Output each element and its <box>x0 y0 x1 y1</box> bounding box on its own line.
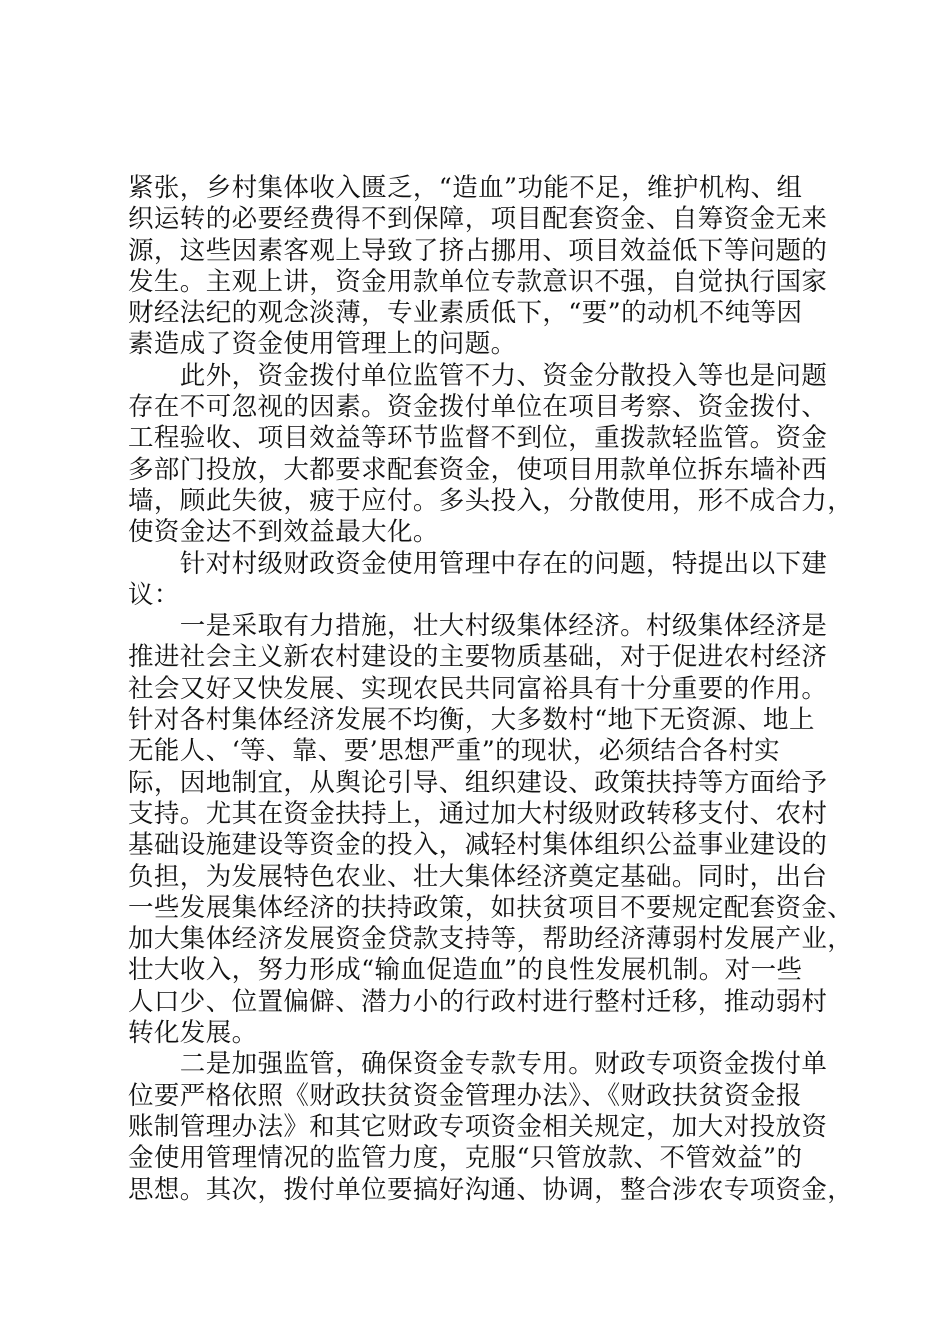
text-line: 人口少、位置偏僻、潜力小的行政村进行整村迁移，推动弱村 <box>128 986 828 1017</box>
text-line: 源，这些因素客观上导致了挤占挪用、项目效益低下等问题的 <box>128 235 828 266</box>
text-line: 无能人、‘等、靠、要’思想严重”的现状，必须结合各村实 <box>128 736 781 767</box>
text-line: 素造成了资金使用管理上的问题。 <box>128 329 517 360</box>
text-line: 针对村级财政资金使用管理中存在的问题，特提出以下建 <box>128 548 828 579</box>
text-line: 推进社会主义新农村建设的主要物质基础，对于促进农村经济 <box>128 642 828 673</box>
text-line: 二是加强监管，确保资金专款专用。财政专项资金拨付单 <box>128 1049 828 1080</box>
text-line: 支持。尤其在资金扶持上，通过加大村级财政转移支付、农村 <box>128 798 828 829</box>
text-line: 位要严格依照《财政扶贫资金管理办法》、《财政扶贫资金报 <box>128 1080 802 1111</box>
text-line: 针对各村集体经济发展不均衡，大多数村“地下无资源、地上 <box>128 705 815 736</box>
text-line: 转化发展。 <box>128 1018 258 1049</box>
text-line: 紧张，乡村集体收入匮乏，“造血”功能不足，维护机构、组 <box>128 173 803 203</box>
text-line: 思想。其次，拨付单位要搞好沟通、协调，整合涉农专项资金， <box>128 1174 854 1205</box>
text-line: 际，因地制宜，从舆论引导、组织建设、政策扶持等方面给予 <box>128 767 828 798</box>
text-line: 存在不可忽视的因素。资金拨付单位在项目考察、资金拨付、 <box>128 392 828 423</box>
text-line: 一些发展集体经济的扶持政策，如扶贫项目不要规定配套资金、 <box>128 892 854 923</box>
text-line: 加大集体经济发展资金贷款支持等，帮助经济薄弱村发展产业， <box>128 924 854 955</box>
document-body <box>128 173 854 1206</box>
text-line: 议： <box>128 579 180 610</box>
text-line: 账制管理办法》和其它财政专项资金相关规定，加大对投放资 <box>128 1111 828 1142</box>
text-line: 壮大收入，努力形成“输血促造血”的良性发展机制。对一些 <box>128 955 803 986</box>
text-line: 发生。主观上讲，资金用款单位专款意识不强，自觉执行国家 <box>128 266 828 297</box>
text-line: 一是采取有力措施，壮大村级集体经济。村级集体经济是 <box>128 611 828 642</box>
text-line: 金使用管理情况的监管力度，克服“只管放款、不管效益”的 <box>128 1143 803 1174</box>
text-line: 工程验收、项目效益等环节监督不到位，重拨款轻监管。资金 <box>128 423 828 454</box>
text-line: 此外，资金拨付单位监管不力、资金分散投入等也是问题 <box>128 360 828 391</box>
text-line: 负担，为发展特色农业、壮大集体经济奠定基础。同时，出台 <box>128 861 828 892</box>
text-line: 财经法纪的观念淡薄，专业素质低下，“要”的动机不纯等因 <box>128 298 803 329</box>
text-line: 多部门投放，大都要求配套资金，使项目用款单位拆东墙补西 <box>128 454 828 485</box>
text-line: 织运转的必要经费得不到保障，项目配套资金、自筹资金无来 <box>128 204 828 235</box>
text-line: 墙，顾此失彼，疲于应付。多头投入，分散使用，形不成合力， <box>128 485 854 516</box>
text-line: 社会又好又快发展、实现农民共同富裕具有十分重要的作用。 <box>128 673 828 704</box>
text-line: 使资金达不到效益最大化。 <box>128 517 439 548</box>
text-line: 基础设施建设等资金的投入，减轻村集体组织公益事业建设的 <box>128 830 828 861</box>
